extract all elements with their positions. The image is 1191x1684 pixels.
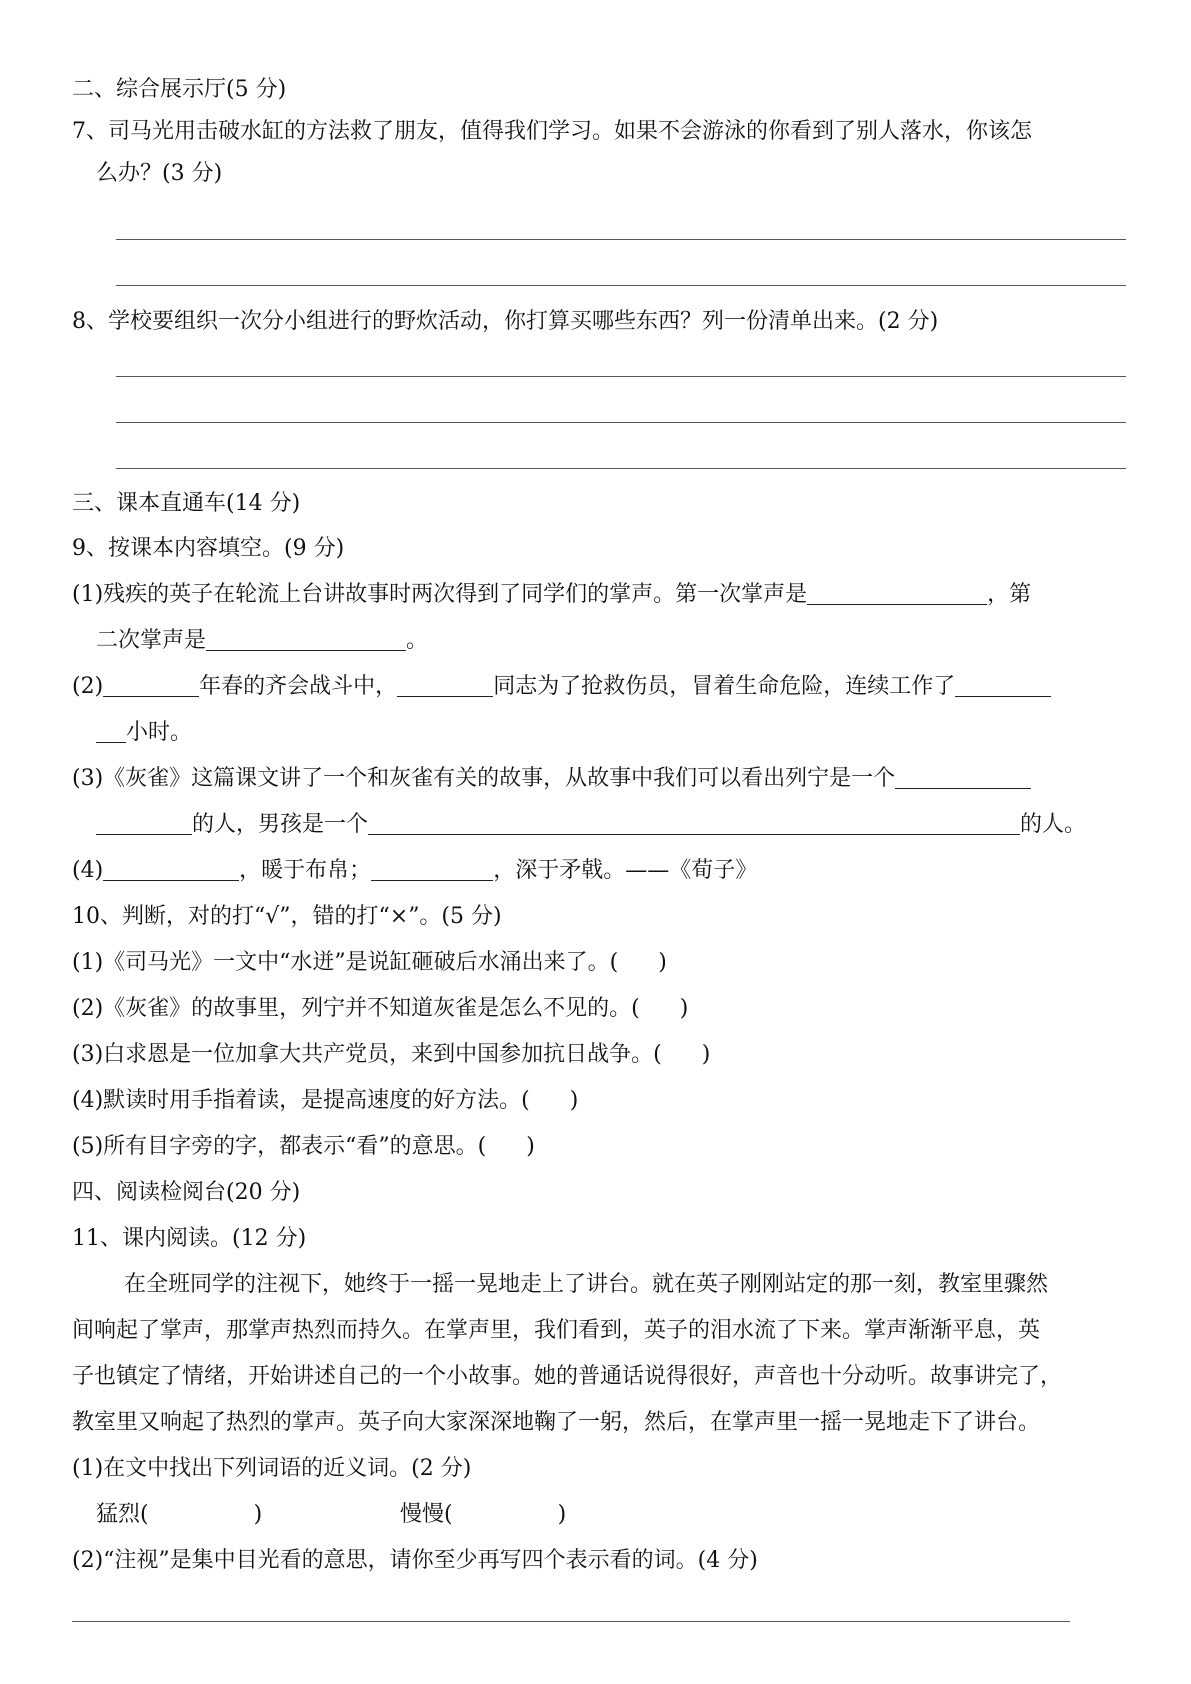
section-3-heading: 三、课本直通车(14 分) <box>72 491 301 516</box>
answer-line[interactable] <box>116 376 1126 377</box>
close-paren: ) <box>701 1042 711 1067</box>
question-9-part3-line2 <box>96 811 1086 839</box>
fill-blank[interactable] <box>96 720 126 743</box>
answer-line[interactable] <box>116 422 1126 423</box>
question-11-sub1: (1)在文中找出下列词语的近义词。(2 分) <box>72 1456 472 1481</box>
judgement-item-4 <box>72 1087 578 1115</box>
close-paren: ) <box>679 996 689 1021</box>
q9-p4-text-a: (4) <box>72 858 104 883</box>
question-9-part2-line1 <box>72 673 1051 701</box>
q9-p1-text-a: (1)残疾的英子在轮流上台讲故事时两次得到了同学们的掌声。第一次掌声是 <box>72 582 808 607</box>
question-9-part4 <box>72 857 757 885</box>
question-8-text: 8、学校要组织一次分小组进行的野炊活动，你打算买哪些东西？列一份清单出来。(2 分) <box>72 309 939 334</box>
question-10-title: 10、判断，对的打“√”，错的打“×”。(5 分) <box>72 904 502 929</box>
fill-blank[interactable] <box>206 628 406 651</box>
answer-line[interactable] <box>116 468 1126 469</box>
judgement-item-1 <box>72 949 667 977</box>
answer-line[interactable] <box>116 239 1126 240</box>
q9-p2-text-b: 年春的齐会战斗中， <box>199 674 398 699</box>
judgement-item-5 <box>72 1133 535 1161</box>
judgement-item-1-text: (1)《司马光》一文中“水迸”是说缸砸破后水涌出来了。( <box>72 950 619 975</box>
q9-p4-text-b: ，暖于布帛； <box>239 858 372 883</box>
q9-p4-text-c: ，深于矛戟。——《荀子》 <box>493 858 758 883</box>
judgement-item-2-text: (2)《灰雀》的故事里，列宁并不知道灰雀是怎么不见的。( <box>72 996 640 1021</box>
q9-p1-text-c: 二次掌声是 <box>96 628 207 653</box>
section-2-heading: 二、综合展示厅(5 分) <box>72 77 287 102</box>
question-11-title: 11、课内阅读。(12 分) <box>72 1226 307 1251</box>
fill-blank[interactable] <box>96 812 192 835</box>
q9-p2-text-d: 小时。 <box>126 720 193 745</box>
close-paren: ) <box>658 950 667 975</box>
passage-line-4: 教室里又响起了热烈的掌声。英子向大家深深地鞠了一躬，然后，在掌声里一摇一晃地走下了讲台。 <box>72 1410 1041 1435</box>
fill-blank[interactable] <box>895 766 1031 789</box>
synonym-word-2 <box>400 1501 566 1529</box>
fill-blank[interactable] <box>371 858 493 881</box>
q9-p3-text-c: 的人。 <box>1020 812 1087 837</box>
fill-blank[interactable] <box>103 674 199 697</box>
question-7-line1: 7、司马光用击破水缸的方法救了朋友，值得我们学习。如果不会游泳的你看到了别人落水，你该怎 <box>72 119 1033 144</box>
judgement-item-3 <box>72 1041 710 1069</box>
question-9-part2-line2 <box>96 719 192 747</box>
synonym-word-2-text: 慢慢( <box>400 1502 453 1527</box>
fill-blank[interactable] <box>103 858 239 881</box>
synonym-word-1 <box>96 1501 262 1529</box>
q9-p2-text-c: 同志为了抢救伤员，冒着生命危险，连续工作了 <box>493 674 956 699</box>
synonym-word-1-text: 猛烈( <box>96 1502 149 1527</box>
passage-line-2: 间响起了掌声，那掌声热烈而持久。在掌声里，我们看到，英子的泪水流了下来。掌声渐渐平息，英 <box>72 1318 1041 1343</box>
answer-line[interactable] <box>116 285 1126 286</box>
question-9-part1-line2 <box>96 627 428 655</box>
q9-p2-text-a: (2) <box>72 674 104 699</box>
fill-blank[interactable] <box>368 812 1020 835</box>
question-9-part3-line1 <box>72 765 1031 793</box>
passage-line-1: 在全班同学的注视下，她终于一摇一晃地走上了讲台。就在英子刚刚站定的那一刻，教室里骤然 <box>124 1272 1049 1297</box>
fill-blank[interactable] <box>807 582 987 605</box>
question-11-sub2: (2)“注视”是集中目光看的意思，请你至少再写四个表示看的词。(4 分) <box>72 1548 758 1573</box>
close-paren: ) <box>569 1088 579 1113</box>
fill-blank[interactable] <box>397 674 493 697</box>
q9-p3-text-a: (3)《灰雀》这篇课文讲了一个和灰雀有关的故事，从故事中我们可以看出列宁是一个 <box>72 766 896 791</box>
judgement-item-2 <box>72 995 688 1023</box>
question-7-line2: 么办？(3 分) <box>96 161 223 186</box>
section-4-heading: 四、阅读检阅台(20 分) <box>72 1180 301 1205</box>
q9-p1-text-d: 。 <box>406 628 429 653</box>
judgement-item-4-text: (4)默读时用手指着读，是提高速度的好方法。( <box>72 1088 530 1113</box>
close-paren: ) <box>557 1502 567 1527</box>
close-paren: ) <box>526 1134 535 1159</box>
passage-line-3: 子也镇定了情绪，开始讲述自己的一个小故事。她的普通话说得很好，声音也十分动听。故事讲完了， <box>72 1364 1063 1389</box>
question-9-part1-line1 <box>72 581 1031 609</box>
judgement-item-5-text: (5)所有目字旁的字，都表示“看”的意思。( <box>72 1134 487 1159</box>
answer-line[interactable] <box>72 1621 1070 1622</box>
judgement-item-3-text: (3)白求恩是一位加拿大共产党员，来到中国参加抗日战争。( <box>72 1042 662 1067</box>
fill-blank[interactable] <box>955 674 1051 697</box>
q9-p3-text-b: 的人，男孩是一个 <box>192 812 369 837</box>
question-9-title: 9、按课本内容填空。(9 分) <box>72 536 345 561</box>
close-paren: ) <box>253 1502 263 1527</box>
q9-p1-text-b: ，第 <box>987 582 1032 607</box>
